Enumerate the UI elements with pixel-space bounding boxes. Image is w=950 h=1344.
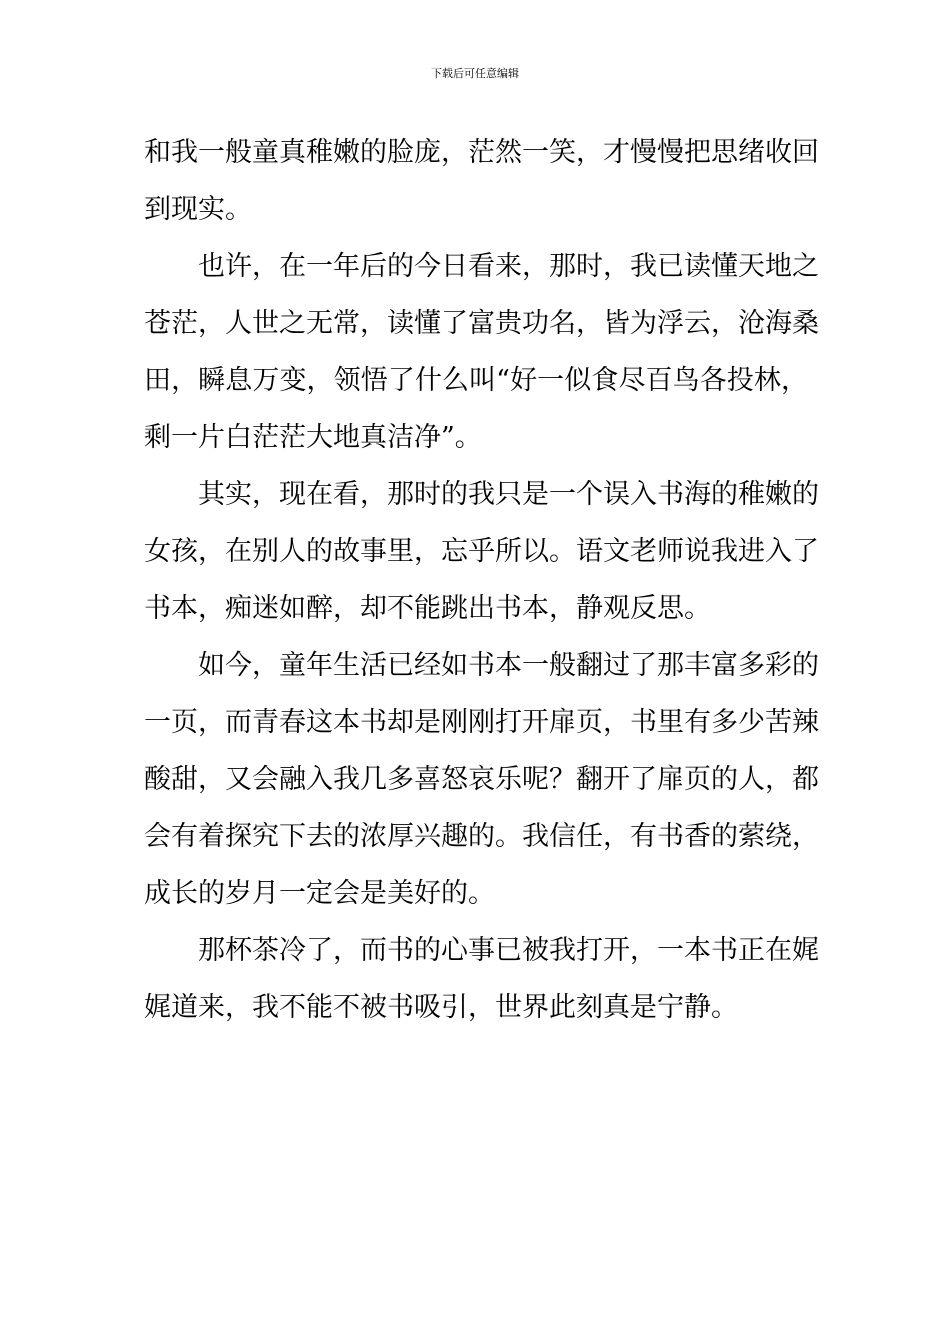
paragraph-line: 书本，痴迷如醉，却不能跳出书本，静观反思。	[144, 593, 711, 624]
paragraph-line: 其实，现在看，那时的我只是一个误入书海的稚嫩的	[198, 479, 819, 510]
paragraph-4	[144, 637, 819, 922]
document-body	[144, 124, 819, 1036]
paragraph-5	[144, 922, 819, 1036]
paragraph-line: 成长的岁月一定会是美好的。	[144, 878, 495, 909]
paragraph-line: 到现实。	[144, 194, 252, 225]
paragraph-line: 会有着探究下去的浓厚兴趣的。我信任，有书香的萦绕，	[144, 821, 819, 852]
paragraph-line: 酸甜，又会融入我几多喜怒哀乐呢？翻开了扉页的人，都	[144, 764, 819, 795]
paragraph-line: 一页，而青春这本书却是刚刚打开扉页，书里有多少苦辣	[144, 707, 819, 738]
paragraph-line: 女孩，在别人的故事里，忘乎所以。语文老师说我进入了	[144, 536, 819, 567]
paragraph-line: 娓道来，我不能不被书吸引，世界此刻真是宁静。	[144, 992, 738, 1023]
paragraph-line: 田，瞬息万变，领悟了什么叫“好一似食尽百鸟各投林，	[144, 365, 808, 396]
page-header: 下载后可任意编辑	[431, 67, 519, 80]
paragraph-2	[144, 238, 819, 466]
paragraph-line: 也许，在一年后的今日看来，那时，我已读懂天地之	[198, 251, 819, 282]
paragraph-line: 那杯茶冷了，而书的心事已被我打开，一本书正在娓	[198, 935, 819, 966]
paragraph-line: 和我一般童真稚嫩的脸庞，茫然一笑，才慢慢把思绪收回	[144, 137, 819, 168]
paragraph-line: 苍茫，人世之无常，读懂了富贵功名，皆为浮云，沧海桑	[144, 308, 819, 339]
paragraph-line: 如今，童年生活已经如书本一般翻过了那丰富多彩的	[198, 650, 819, 681]
paragraph-3	[144, 466, 819, 637]
paragraph-1	[144, 124, 819, 238]
paragraph-line: 剩一片白茫茫大地真洁净”。	[144, 422, 482, 453]
